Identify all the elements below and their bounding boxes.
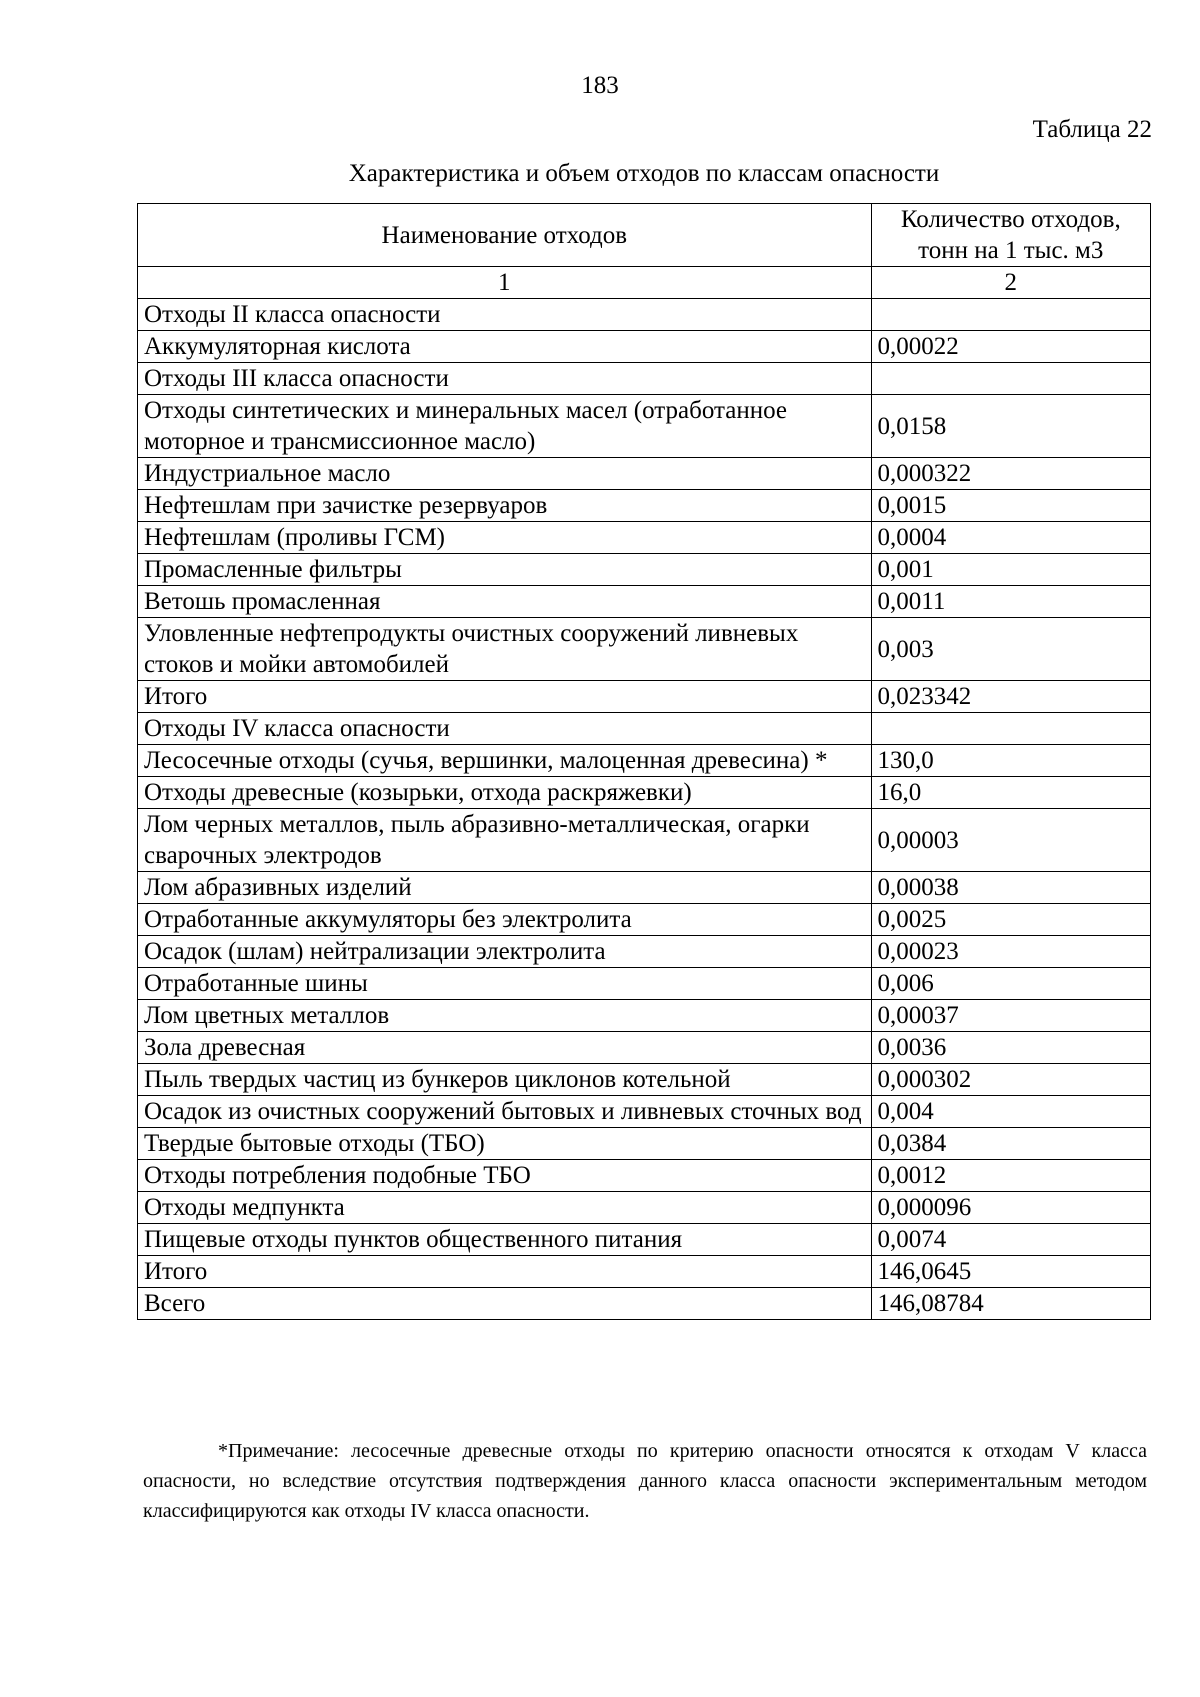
waste-name-cell: Пыль твердых частиц из бункеров циклонов котельной — [138, 1064, 872, 1096]
table-row — [138, 1128, 1151, 1160]
table-row — [138, 490, 1151, 522]
table-title: Характеристика и объем отходов по классам опасности — [348, 160, 940, 187]
table-header-row — [138, 204, 1151, 267]
table-row — [138, 872, 1151, 904]
table-row — [138, 618, 1151, 681]
waste-name-cell: Нефтешлам при зачистке резервуаров — [138, 490, 872, 522]
waste-quantity-cell: 0,0004 — [871, 522, 1150, 554]
header-waste-quantity: Количество отходов, тонн на 1 тыс. м3 — [871, 204, 1150, 267]
waste-name-cell: Всего — [138, 1288, 872, 1320]
waste-name-cell: Отходы синтетических и минеральных масел (отработанное моторное и трансмиссионное масло) — [138, 395, 872, 458]
waste-name-cell: Лом абразивных изделий — [138, 872, 872, 904]
table-row — [138, 809, 1151, 872]
waste-name-cell: Нефтешлам (проливы ГСМ) — [138, 522, 872, 554]
waste-quantity-cell: 0,003 — [871, 618, 1150, 681]
waste-name-cell: Промасленные фильтры — [138, 554, 872, 586]
waste-name-cell: Индустриальное масло — [138, 458, 872, 490]
waste-quantity-cell — [871, 363, 1150, 395]
column-number: 1 — [138, 267, 872, 299]
waste-quantity-cell: 0,00022 — [871, 331, 1150, 363]
waste-quantity-cell: 0,0025 — [871, 904, 1150, 936]
table-row — [138, 968, 1151, 1000]
page-number: 183 — [581, 72, 619, 99]
waste-quantity-cell: 0,0074 — [871, 1224, 1150, 1256]
waste-name-cell: Зола древесная — [138, 1032, 872, 1064]
waste-quantity-cell: 0,0384 — [871, 1128, 1150, 1160]
table-row — [138, 745, 1151, 777]
waste-quantity-cell: 0,004 — [871, 1096, 1150, 1128]
waste-name-cell: Ветошь промасленная — [138, 586, 872, 618]
waste-name-cell: Лом черных металлов, пыль абразивно-металлическая, огарки сварочных электродов — [138, 809, 872, 872]
table-body — [138, 299, 1151, 1320]
waste-name-cell: Отходы III класса опасности — [138, 363, 872, 395]
header-waste-name: Наименование отходов — [138, 204, 872, 267]
table-row — [138, 1160, 1151, 1192]
waste-name-cell: Осадок (шлам) нейтрализации электролита — [138, 936, 872, 968]
table-row — [138, 331, 1151, 363]
table-row — [138, 1032, 1151, 1064]
waste-name-cell: Отходы древесные (козырьки, отхода раскряжевки) — [138, 777, 872, 809]
waste-name-cell: Отходы II класса опасности — [138, 299, 872, 331]
table-row — [138, 904, 1151, 936]
waste-quantity-cell: 146,0645 — [871, 1256, 1150, 1288]
waste-quantity-cell: 0,0015 — [871, 490, 1150, 522]
waste-quantity-cell — [871, 299, 1150, 331]
waste-quantity-cell — [871, 713, 1150, 745]
waste-name-cell: Пищевые отходы пунктов общественного питания — [138, 1224, 872, 1256]
waste-quantity-cell: 0,006 — [871, 968, 1150, 1000]
table-row — [138, 1288, 1151, 1320]
table-row — [138, 1096, 1151, 1128]
waste-quantity-cell: 0,023342 — [871, 681, 1150, 713]
table-row — [138, 363, 1151, 395]
table-label: Таблица 22 — [1032, 116, 1152, 143]
waste-quantity-cell: 130,0 — [871, 745, 1150, 777]
table-row — [138, 777, 1151, 809]
waste-name-cell: Отходы медпункта — [138, 1192, 872, 1224]
waste-quantity-cell: 0,000096 — [871, 1192, 1150, 1224]
waste-name-cell: Лом цветных металлов — [138, 1000, 872, 1032]
footnote: *Примечание: лесосечные древесные отходы по критерию опасности относятся к отходам V класса опасности, но вследствие отсутствия подтверждения данного класса опасности экспериментальным методом классифицируются как отходы IV класса опасности. — [143, 1440, 1147, 1522]
table-row — [138, 1064, 1151, 1096]
waste-name-cell: Отработанные аккумуляторы без электролита — [138, 904, 872, 936]
waste-quantity-cell: 0,0012 — [871, 1160, 1150, 1192]
waste-quantity-cell: 0,00003 — [871, 809, 1150, 872]
waste-name-cell: Уловленные нефтепродукты очистных сооружений ливневых стоков и мойки автомобилей — [138, 618, 872, 681]
table-row — [138, 1224, 1151, 1256]
waste-quantity-cell: 0,00038 — [871, 872, 1150, 904]
table-row — [138, 395, 1151, 458]
waste-quantity-cell: 0,0158 — [871, 395, 1150, 458]
waste-quantity-cell: 0,000302 — [871, 1064, 1150, 1096]
waste-name-cell: Итого — [138, 1256, 872, 1288]
waste-quantity-cell: 0,0011 — [871, 586, 1150, 618]
waste-name-cell: Итого — [138, 681, 872, 713]
waste-quantity-cell: 0,001 — [871, 554, 1150, 586]
waste-name-cell: Отходы потребления подобные ТБО — [138, 1160, 872, 1192]
waste-quantity-cell: 0,000322 — [871, 458, 1150, 490]
table-row — [138, 522, 1151, 554]
table-row — [138, 1192, 1151, 1224]
table-row — [138, 936, 1151, 968]
waste-quantity-cell: 16,0 — [871, 777, 1150, 809]
table-row — [138, 299, 1151, 331]
table-row — [138, 1000, 1151, 1032]
waste-quantity-cell: 0,00023 — [871, 936, 1150, 968]
waste-name-cell: Осадок из очистных сооружений бытовых и ливневых сточных вод — [138, 1096, 872, 1128]
column-number-row — [138, 267, 1151, 299]
waste-quantity-cell: 0,00037 — [871, 1000, 1150, 1032]
table-row — [138, 458, 1151, 490]
waste-name-cell: Лесосечные отходы (сучья, вершинки, малоценная древесина) * — [138, 745, 872, 777]
table-row — [138, 554, 1151, 586]
waste-quantity-cell: 0,0036 — [871, 1032, 1150, 1064]
waste-name-cell: Твердые бытовые отходы (ТБО) — [138, 1128, 872, 1160]
table-row — [138, 681, 1151, 713]
table-row — [138, 1256, 1151, 1288]
table-row — [138, 713, 1151, 745]
table-row — [138, 586, 1151, 618]
waste-name-cell: Отработанные шины — [138, 968, 872, 1000]
column-number: 2 — [871, 267, 1150, 299]
waste-table — [137, 203, 1151, 1320]
waste-quantity-cell: 146,08784 — [871, 1288, 1150, 1320]
waste-name-cell: Отходы IV класса опасности — [138, 713, 872, 745]
waste-name-cell: Аккумуляторная кислота — [138, 331, 872, 363]
